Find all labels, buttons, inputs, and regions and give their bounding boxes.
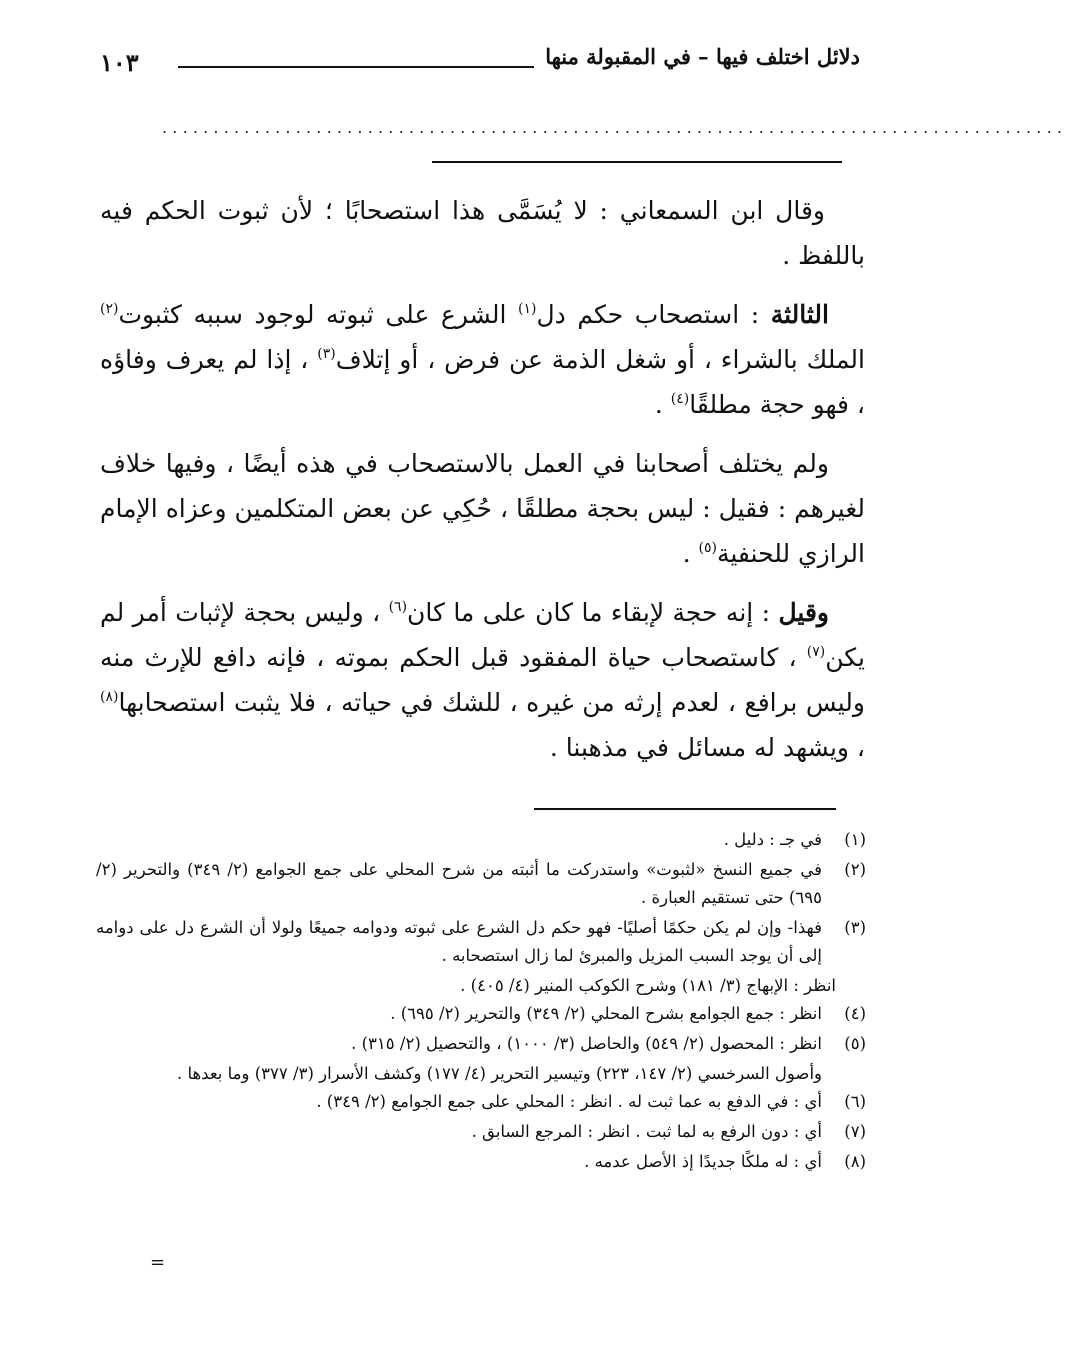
footnote-ref-5[interactable]: (٥) [698, 540, 717, 556]
paragraph-3 [100, 441, 865, 576]
footnote-5-continuation: وأصول السرخسي (٢/ ١٤٧، ٢٢٣) وتيسير التحرير (٤/ ١٧٧) وكشف الأسرار (٣/ ٣٧٧) وما بعدها . [176, 1064, 822, 1083]
section-rule [432, 161, 842, 163]
footnote-7 [96, 1118, 866, 1146]
footnote-number: (٨) [844, 1152, 866, 1171]
footnote-text: انظر : جمع الجوامع بشرح المحلي (٢/ ٣٤٩) والتحرير (٢/ ٦٩٥) . [390, 1004, 822, 1023]
header-rule [178, 66, 534, 68]
footnote-4 [96, 1000, 866, 1028]
footnote-6 [96, 1088, 866, 1116]
footnote-2 [96, 856, 866, 912]
footnote-ref-2[interactable]: (٢) [100, 301, 119, 317]
paragraph-3-text-a: ولم يختلف أصحابنا في العمل بالاستصحاب في هذه أيضًا ، وفيها خلاف لغيرهم : فقيل : ليس بحجة مطلقًا ، حُكِي عن بعض المتكلمين وعزاه الإمام الرازي للحنفية [100, 449, 865, 568]
footnote-text: أي : في الدفع به عما ثبت له . انظر : المحلي على جمع الجوامع (٢/ ٣٤٩) . [316, 1092, 822, 1111]
footnote-ref-3[interactable]: (٣) [317, 346, 336, 362]
footnote-number: (٥) [844, 1034, 866, 1053]
paragraph-4-text-a: : إنه حجة لإبقاء ما كان على ما كان [407, 598, 779, 627]
paragraph-4-lead: وقيل [778, 598, 829, 627]
paragraph-3-text-b: . [682, 539, 699, 568]
footnote-ref-8[interactable]: (٨) [100, 689, 119, 705]
footnote-number: (٦) [844, 1092, 866, 1111]
paragraph-1-text: وقال ابن السمعاني : لا يُسَمَّى هذا استصحابًا ؛ لأن ثبوت الحكم فيه باللفظ . [100, 196, 865, 270]
paragraph-4-text-c: ، كاستصحاب حياة المفقود قبل الحكم بموته ، فإنه دافع للإرث منه وليس برافع ، لعدم إرثه من غيره ، للشك في حياته ، فلا يثبت استصحابها [100, 643, 865, 717]
running-header-title: دلائل اختلف فيها – في المقبولة منها [545, 44, 860, 69]
paragraph-4 [100, 590, 865, 770]
footnote-ref-7[interactable]: (٧) [806, 644, 826, 660]
footnote-ref-4[interactable]: (٤) [670, 391, 690, 407]
main-text [100, 188, 865, 784]
footnote-number: (٧) [844, 1122, 866, 1141]
paragraph-2-text-e: . [654, 390, 671, 419]
footnote-text: أي : له ملكًا جديدًا إذ الأصل عدمه . [584, 1152, 822, 1171]
footnote-8 [96, 1148, 866, 1176]
footnote-ref-6[interactable]: (٦) [388, 599, 408, 615]
footnote-separator [534, 808, 836, 810]
paragraph-4-text-d: ، ويشهد له مسائل في مذهبنا . [549, 733, 865, 762]
footnote-3-continuation: انظر : الإبهاج (٣/ ١٨١) وشرح الكوكب المنير (٤/ ٤٠٥) . [460, 976, 836, 995]
paragraph-2-text-b: الشرع على ثبوته لوجود سببه كثبوت [118, 300, 519, 329]
footnote-1 [96, 826, 866, 854]
ellipsis-dots: ........................................................................................ [162, 118, 1067, 137]
paragraph-4-text-b: ، وليس بحجة لإثبات أمر لم يكن [100, 598, 865, 672]
paragraph-2-lead: الثالثة [770, 300, 829, 329]
footnote-text: انظر : المحصول (٢/ ٥٤٩) والحاصل (٣/ ١٠٠٠) ، والتحصيل (٢/ ٣١٥) . [351, 1034, 822, 1053]
page-number: ١٠٣ [100, 48, 139, 77]
footnote-5 [96, 1030, 866, 1058]
footnote-number: (٤) [844, 1004, 866, 1023]
footnotes [96, 826, 866, 1178]
footnote-3 [96, 914, 866, 970]
footnote-text: فهذا- وإن لم يكن حكمًا أصليًا- فهو حكم دل الشرع على ثبوته ودوامه جميعًا ولولا أن الشرع دل على دوامه إلى أن يوجد السبب المزيل والمبرئ لما زال استصحابه . [96, 918, 822, 965]
footnote-number: (١) [844, 830, 866, 849]
footnote-text: في جـ : دليل . [723, 830, 822, 849]
paragraph-2-text-a: : استصحاب حكم دل [536, 300, 771, 329]
footnote-ref-1[interactable]: (١) [518, 301, 537, 317]
paragraph-2 [100, 292, 865, 427]
footnote-text: في جميع النسخ «لثبوت» واستدركت ما أثبته من شرح المحلي على جمع الجوامع (٢/ ٣٤٩) والتحرير (٢/ ٦٩٥) حتى تستقيم العبارة . [96, 860, 822, 907]
footnote-number: (٣) [844, 918, 866, 937]
footnote-number: (٢) [844, 860, 866, 879]
continuation-mark: = [150, 1252, 166, 1273]
footnote-text: أي : دون الرفع به لما ثبت . انظر : المرجع السابق . [471, 1122, 822, 1141]
paragraph-1 [100, 188, 865, 278]
paragraph-2-text-c: الملك بالشراء ، أو شغل الذمة عن فرض ، أو إتلاف [335, 345, 865, 374]
paragraph-2-text-d: ، إذا لم يعرف وفاؤه ، فهو حجة مطلقًا [100, 345, 865, 419]
